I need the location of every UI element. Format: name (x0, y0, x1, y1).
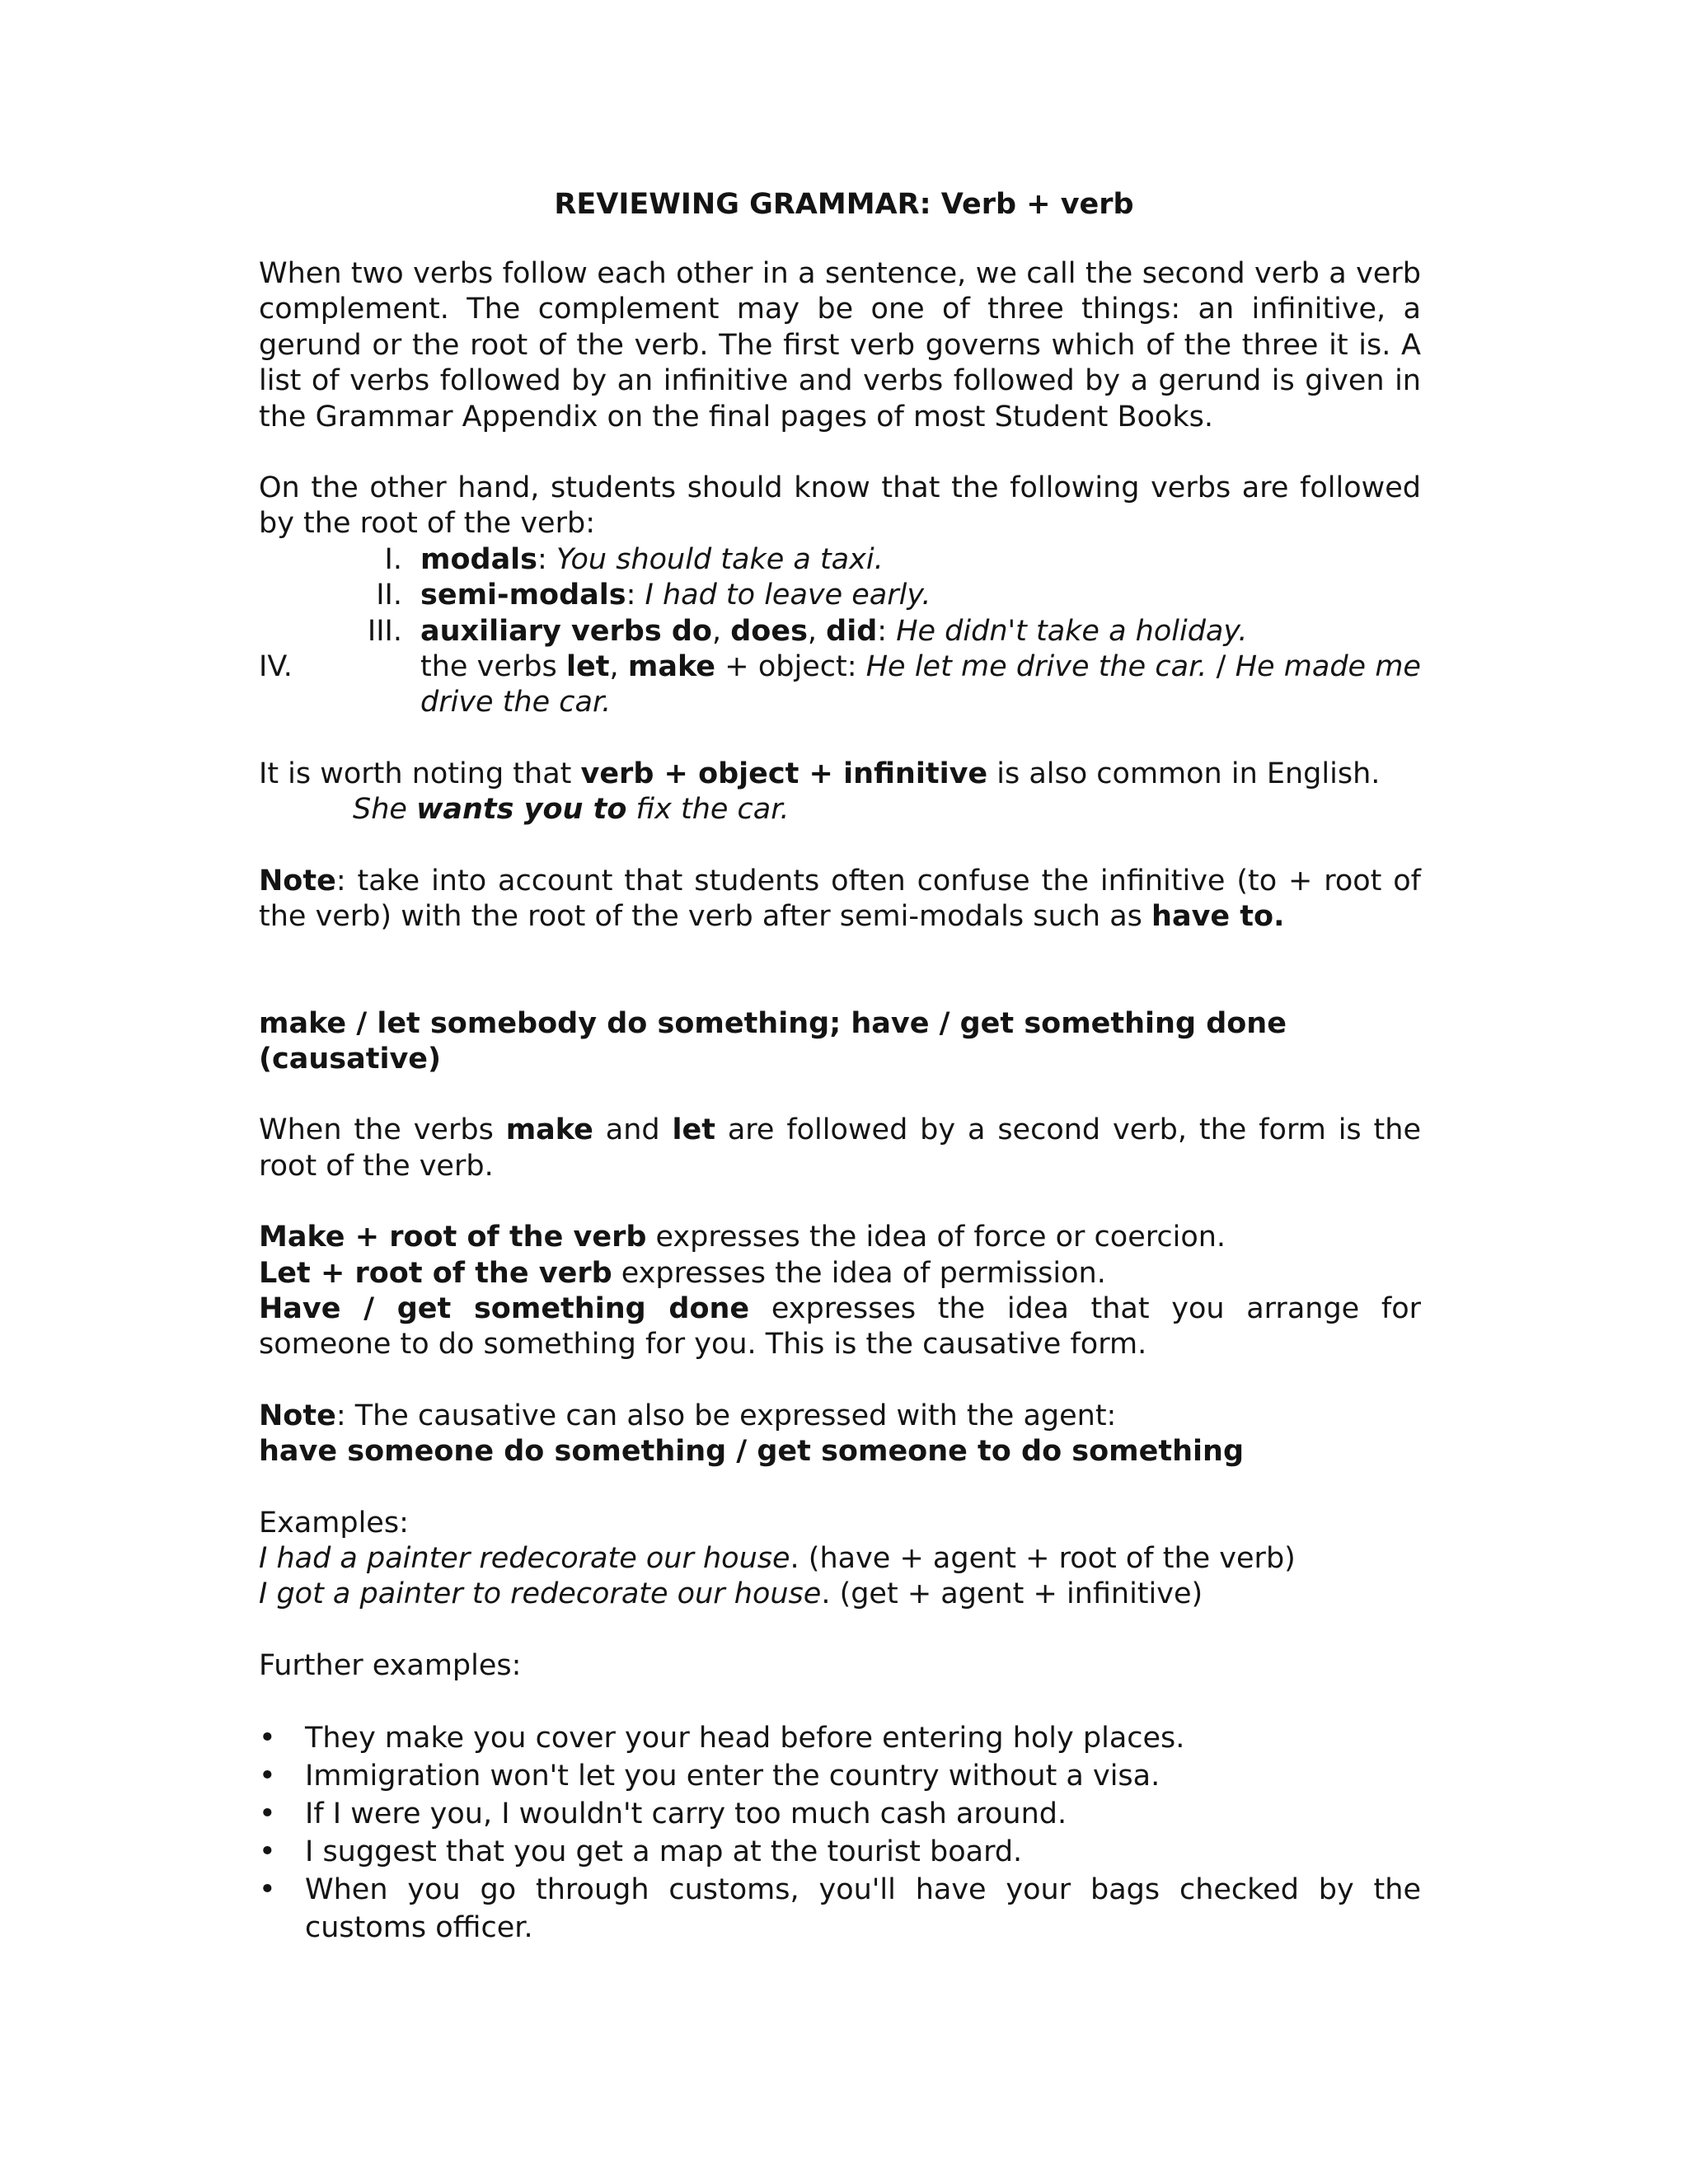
text: is also common in English. (987, 757, 1381, 790)
bold-text: wants you to (416, 793, 627, 827)
page-title: REVIEWING GRAMMAR: Verb + verb (554, 188, 1134, 221)
separator: : (877, 614, 897, 648)
list-term: does (730, 614, 808, 648)
text: She (353, 793, 417, 827)
list-number: I. (384, 542, 402, 576)
example-line (259, 1577, 1421, 1612)
list-text: Immigration won't let you enter the country without a visa. (305, 1760, 1160, 1793)
text: . (get + agent + infinitive) (821, 1577, 1203, 1611)
text: expresses the idea of permission. (612, 1256, 1106, 1290)
separator: : (626, 579, 645, 612)
bullet-icon: • (259, 1835, 276, 1869)
list-text: When you go through customs, you'll have your bags checked by the customs officer. (305, 1873, 1421, 1945)
list-term: auxiliary verbs do (420, 614, 712, 648)
section-heading (259, 1006, 1421, 1078)
list-example: He let me drive the car. (865, 650, 1207, 684)
definition (259, 1256, 1421, 1291)
heading-text: make / let somebody do something; have / get something done (causative) (259, 1006, 1287, 1076)
definition (259, 1291, 1421, 1363)
list-example: He made me drive the car. (420, 650, 1421, 719)
note-label: Note (259, 1399, 336, 1432)
list-example: You should take a taxi. (556, 542, 884, 576)
list-text: I suggest that you get a map at the tourist board. (305, 1835, 1023, 1869)
list-text: + object: (715, 650, 866, 684)
document-body (259, 256, 1421, 1947)
text: fix the car. (626, 793, 790, 827)
list-item (259, 1833, 1421, 1871)
list-number: III. (367, 614, 402, 648)
list-item (259, 542, 1421, 578)
bullet-icon: • (259, 1722, 276, 1755)
list-item (259, 1757, 1421, 1795)
causative-agent-line (259, 1434, 1421, 1469)
definition (259, 1220, 1421, 1255)
list-term: let (566, 650, 610, 684)
text: expresses the idea that you arrange for someone to do something for you. This is the causative form. (259, 1291, 1422, 1361)
note-paragraph (259, 1399, 1421, 1434)
list-term: did (826, 614, 878, 648)
bold-text: have someone do something / get someone to do something (259, 1435, 1245, 1469)
separator: / (1207, 650, 1236, 684)
text: When the verbs (259, 1113, 506, 1147)
list-example: He didn't take a holiday. (896, 614, 1248, 648)
list-item (259, 1719, 1421, 1757)
list-text: the verbs (420, 650, 567, 684)
text: It is worth noting that (259, 757, 581, 790)
list-item (259, 1871, 1421, 1947)
bullet-icon: • (259, 1760, 276, 1793)
example-text: I had a painter redecorate our house (259, 1541, 790, 1575)
bullet-icon: • (259, 1797, 276, 1831)
intro-paragraph: When two verbs follow each other in a sentence, we call the second verb a verb complement. The complement may be one of three things: an infinitive, a gerund or the root of the verb. The first verb governs which of the three it is. A list of verbs followed by an infinitive and verbs followed by a gerund is given in the Grammar Appendix on the final pages of most Student Books. (259, 257, 1421, 434)
root-intro-paragraph: On the other hand, students should know that the following verbs are followed by the root of the verb: (259, 471, 1421, 541)
list-item (259, 1795, 1421, 1833)
list-number: IV. (259, 650, 293, 684)
separator: , (807, 614, 827, 648)
list-example: I had to leave early. (645, 579, 931, 612)
list-item (259, 614, 1421, 649)
example-text: I got a painter to redecorate our house (259, 1577, 822, 1611)
bold-text: Make + root of the verb (259, 1221, 647, 1254)
text: . (have + agent + root of the verb) (790, 1541, 1296, 1575)
text: expresses the idea of force or coercion. (646, 1221, 1226, 1254)
separator: , (609, 650, 628, 684)
examples-label: Examples: (259, 1506, 409, 1540)
further-examples-label: Further examples: (259, 1648, 522, 1682)
list-text: They make you cover your head before entering holy places. (305, 1722, 1185, 1755)
root-verb-list (259, 542, 1421, 721)
example-line (259, 1541, 1421, 1577)
list-term: semi-modals (420, 579, 626, 612)
bullet-icon: • (259, 1873, 276, 1907)
bold-text: Let + root of the verb (259, 1256, 612, 1290)
further-examples-list (259, 1719, 1421, 1947)
worth-example (259, 792, 1421, 827)
text: are followed by a second verb, the form is the root of the verb. (259, 1113, 1421, 1183)
list-item (259, 649, 1421, 721)
text: : The causative can also be expressed with the agent: (335, 1399, 1117, 1432)
bold-text: Have / get something done (259, 1291, 750, 1325)
bold-text: have to. (1151, 900, 1285, 934)
list-text: If I were you, I wouldn't carry too much cash around. (305, 1797, 1067, 1831)
separator: , (711, 614, 731, 648)
list-item (259, 578, 1421, 613)
text: and (593, 1113, 673, 1147)
note-paragraph (259, 864, 1421, 935)
bold-text: make (505, 1113, 593, 1147)
separator: : (537, 542, 556, 576)
makelet-paragraph (259, 1113, 1421, 1184)
bold-text: let (672, 1113, 715, 1147)
text: : take into account that students often confuse the infinitive (to + root of the verb) with the root of the verb after semi-modals such as (259, 864, 1421, 934)
list-term: modals (420, 542, 538, 576)
list-term: make (627, 650, 716, 684)
note-label: Note (259, 864, 336, 898)
worth-paragraph (259, 757, 1421, 792)
bold-text: verb + object + infinitive (580, 757, 988, 790)
list-number: II. (376, 579, 402, 612)
